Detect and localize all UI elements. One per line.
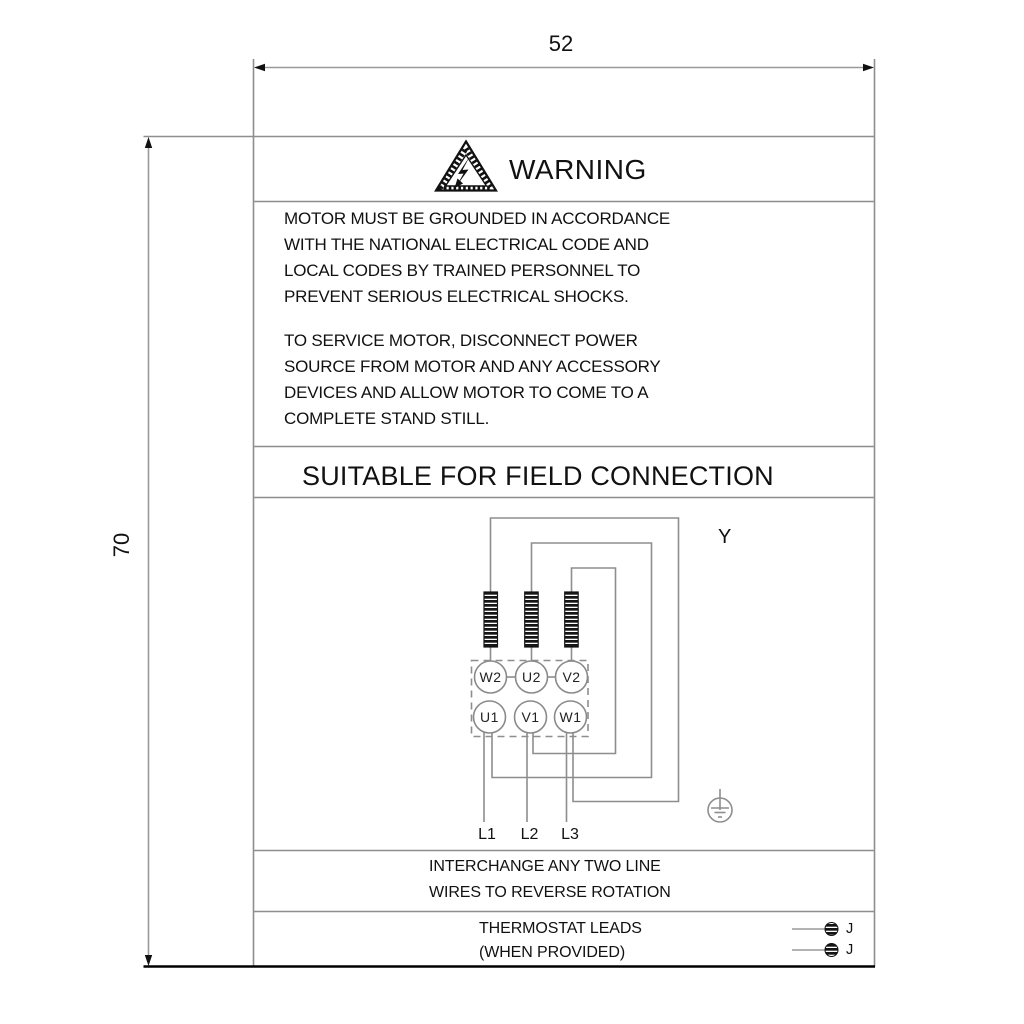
- notice-line: MOTOR MUST BE GROUNDED IN ACCORDANCE: [284, 209, 671, 228]
- thermostat-lead-dot-icon: [825, 923, 838, 936]
- notice-line: PREVENT SERIOUS ELECTRICAL SHOCKS.: [284, 287, 629, 306]
- terminal-v2: V2: [562, 669, 581, 685]
- width-dimension-value: 52: [548, 31, 574, 56]
- thermostat-lead-dot-icon: [825, 944, 838, 957]
- coil-u-icon: [525, 592, 539, 647]
- thermostat-lead-label-j2: J: [846, 942, 854, 958]
- rotation-note: [429, 854, 671, 906]
- notice-line: WITH THE NATIONAL ELECTRICAL CODE AND: [284, 235, 649, 254]
- coil-v-icon: [565, 592, 579, 647]
- height-dimension-value: 70: [109, 532, 134, 558]
- lead-l3: L3: [561, 826, 579, 843]
- notice-line: COMPLETE STAND STILL.: [284, 409, 490, 428]
- dimension-arrow-down-icon: [145, 955, 152, 966]
- service-notice: [284, 328, 661, 432]
- coil-w-icon: [484, 592, 498, 647]
- terminal-u2: U2: [522, 669, 541, 685]
- high-voltage-warning-icon: [436, 142, 496, 191]
- warning-title: WARNING: [509, 154, 647, 185]
- grounding-notice: [284, 206, 670, 310]
- notice-line: SOURCE FROM MOTOR AND ANY ACCESSORY: [284, 357, 661, 376]
- winding-coils: [484, 592, 578, 647]
- rotation-note-line: WIRES TO REVERSE ROTATION: [429, 884, 671, 901]
- field-connection-banner: SUITABLE FOR FIELD CONNECTION: [302, 461, 774, 491]
- lead-l2: L2: [520, 826, 539, 843]
- terminal-u1: U1: [480, 709, 499, 725]
- lead-l1: L1: [478, 826, 496, 843]
- dimension-arrow-right-icon: [863, 64, 874, 71]
- thermostat-lead-icons: [792, 923, 838, 957]
- notice-line: DEVICES AND ALLOW MOTOR TO COME TO A: [284, 383, 649, 402]
- thermostat-note-line: THERMOSTAT LEADS: [479, 920, 642, 937]
- dimension-arrow-up-icon: [145, 137, 152, 148]
- notice-line: TO SERVICE MOTOR, DISCONNECT POWER: [284, 331, 638, 350]
- height-dimension-line: [145, 137, 152, 966]
- terminal-w1: W1: [559, 709, 582, 725]
- terminal-w2: W2: [479, 669, 502, 685]
- terminal-v1: V1: [521, 709, 540, 725]
- wye-connection-label: Y: [718, 526, 732, 548]
- dimension-arrow-left-icon: [254, 64, 265, 71]
- notice-line: LOCAL CODES BY TRAINED PERSONNEL TO: [284, 261, 641, 280]
- label-border: [144, 59, 876, 967]
- ground-icon: [708, 789, 732, 822]
- rotation-note-line: INTERCHANGE ANY TWO LINE: [429, 858, 661, 875]
- width-dimension-line: [254, 64, 874, 71]
- thermostat-note-line: (WHEN PROVIDED): [479, 944, 626, 961]
- thermostat-lead-label-j1: J: [846, 921, 854, 937]
- thermostat-note: [479, 917, 642, 965]
